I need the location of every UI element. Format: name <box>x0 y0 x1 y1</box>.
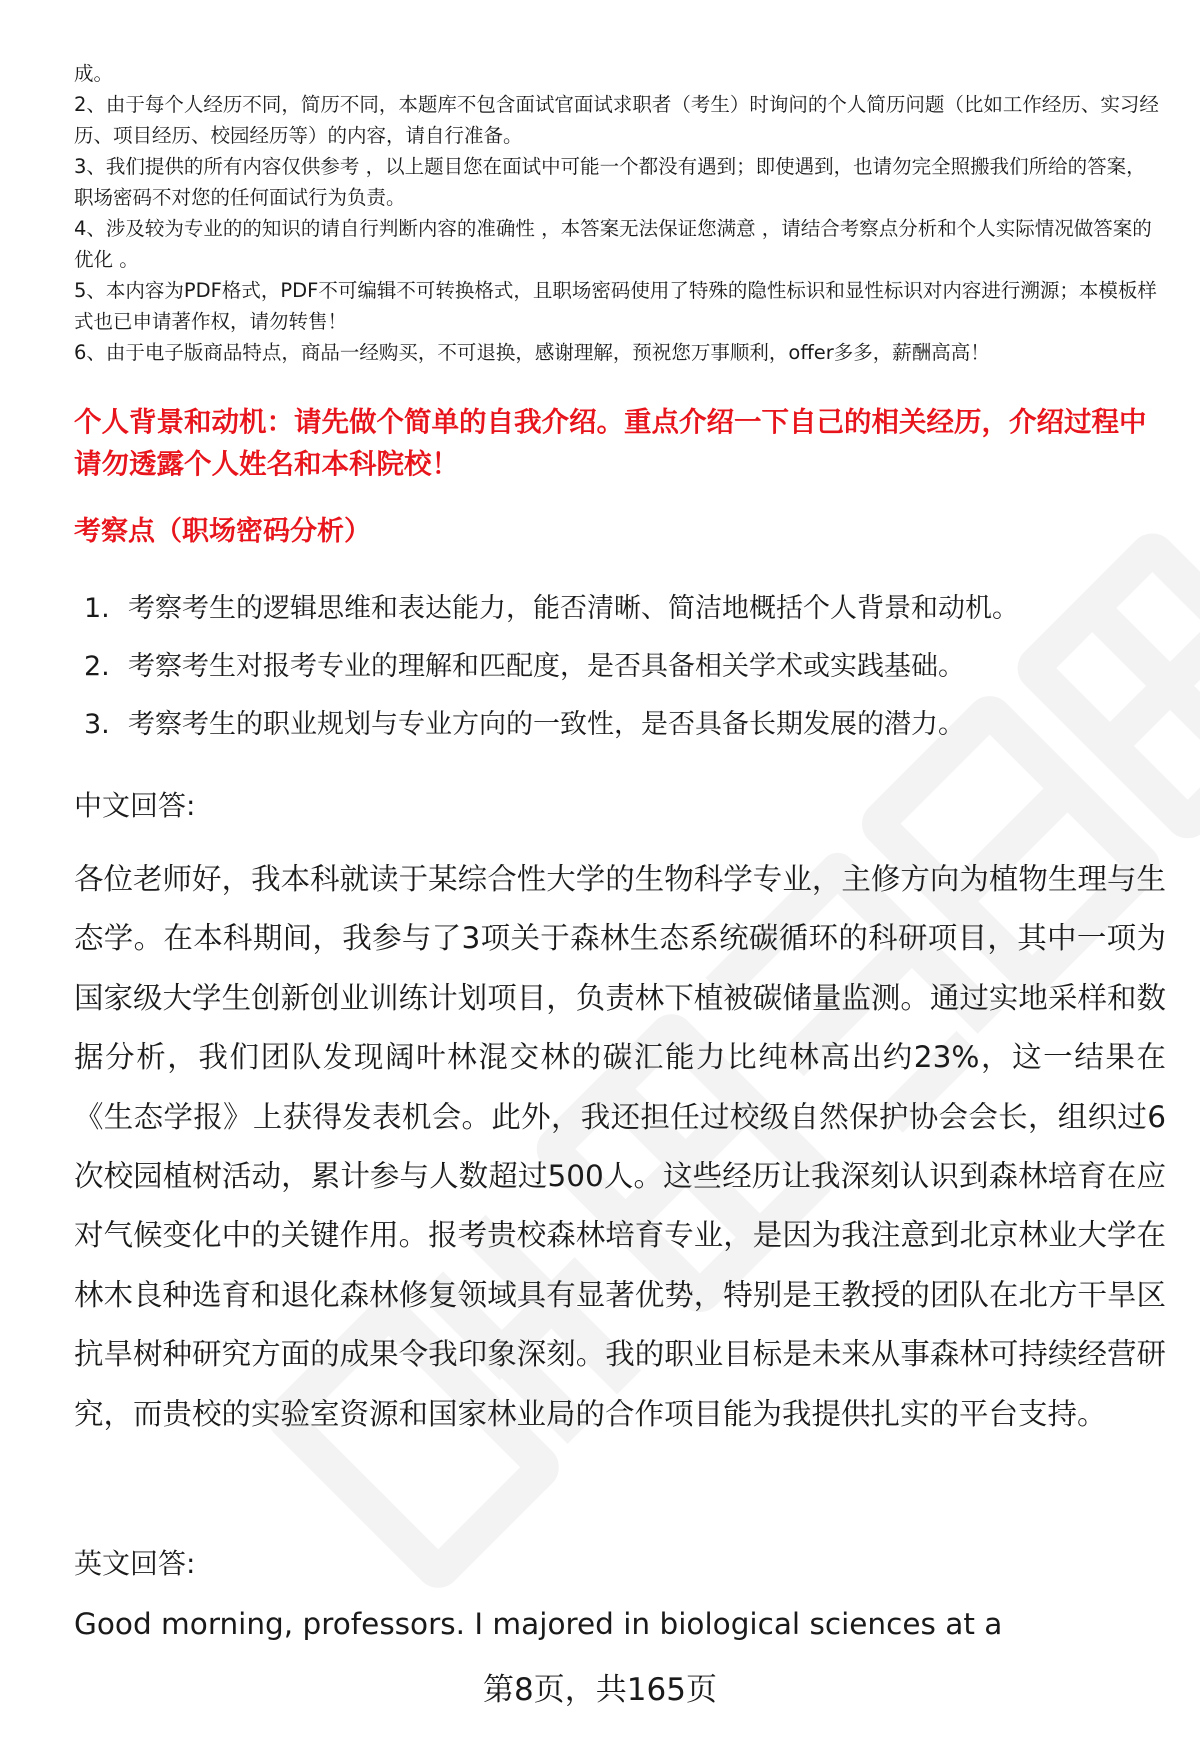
english-answer-text: Good morning, professors. I majored in biological sciences at a <box>74 1607 1003 1641</box>
point-number: 1. <box>84 593 110 624</box>
note-item: 5、本内容为PDF格式，PDF不可编辑不可转换格式，且职场密码使用了特殊的隐性标识和显性标识对内容进行溯源；本模板样式也已申请著作权，请勿转售！ <box>74 279 1157 333</box>
disclaimer-notes <box>74 58 1164 368</box>
chinese-answer-label: 中文回答: <box>74 789 196 822</box>
analysis-point <box>84 705 1164 745</box>
chinese-answer-text: 各位老师好，我本科就读于某综合性大学的生物科学专业，主修方向为植物生理与生态学。在本科期间，我参与了3项关于森林生态系统碳循环的科研项目，其中一项为国家级大学生创新创业训练计划项目，负责林下植被碳储量监测。通过实地采样和数据分析，我们团队发现阔叶林混交林的碳汇能力比纯林高出约23%，这一结果在《生态学报》上获得发表机会。此外，我还担任过校级自然保护协会会长，组织过6次校园植树活动，累计参与人数超过500人。这些经历让我深刻认识到森林培育在应对气候变化中的关键作用。报考贵校森林培育专业，是因为我注意到北京林业大学在林木良种选育和退化森林修复领域具有显著优势，特别是王教授的团队在北方干旱区抗旱树种研究方面的成果令我印象深刻。我的职业目标是未来从事森林可持续经营研究，而贵校的实验室资源和国家林业局的合作项目能为我提供扎实的平台支持。 <box>74 862 1166 1431</box>
analysis-point <box>84 589 1164 629</box>
point-text: 考察考生对报考专业的理解和匹配度，是否具备相关学术或实践基础。 <box>128 651 965 682</box>
note-item: 4、涉及较为专业的的知识的请自行判断内容的准确性 ，本答案无法保证您满意 ，请结合考察点分析和个人实际情况做答案的优化 。 <box>74 217 1152 271</box>
note-item: 3、我们提供的所有内容仅供参考 ，以上题目您在面试中可能一个都没有遇到；即使遇到，也请勿完全照搬我们所给的答案，职场密码不对您的任何面试行为负责。 <box>74 155 1146 209</box>
note-item: 2、由于每个人经历不同，简历不同，本题库不包含面试官面试求职者（考生）时询问的个人简历问题（比如工作经历、实习经历、项目经历、校园经历等）的内容，请自行准备。 <box>74 93 1159 147</box>
interview-question: 个人背景和动机：请先做个简单的自我介绍。重点介绍一下自己的相关经历，介绍过程中请勿透露个人姓名和本科院校！ <box>74 406 1147 480</box>
point-number: 2. <box>84 651 110 682</box>
english-answer-label: 英文回答: <box>74 1547 196 1580</box>
analysis-heading: 考察点（职场密码分析） <box>74 516 371 547</box>
analysis-points <box>84 589 1164 763</box>
note-item: 6、由于电子版商品特点，商品一经购买，不可退换，感谢理解，预祝您万事顺利，offer多多，薪酬高高！ <box>74 341 990 364</box>
note-continuation: 成。 <box>74 62 114 85</box>
point-text: 考察考生的逻辑思维和表达能力，能否清晰、简洁地概括个人背景和动机。 <box>128 593 1019 624</box>
point-text: 考察考生的职业规划与专业方向的一致性，是否具备长期发展的潜力。 <box>128 709 965 740</box>
page-footer: 第8页，共165页 <box>483 1672 717 1708</box>
point-number: 3. <box>84 709 110 740</box>
analysis-point <box>84 647 1164 687</box>
